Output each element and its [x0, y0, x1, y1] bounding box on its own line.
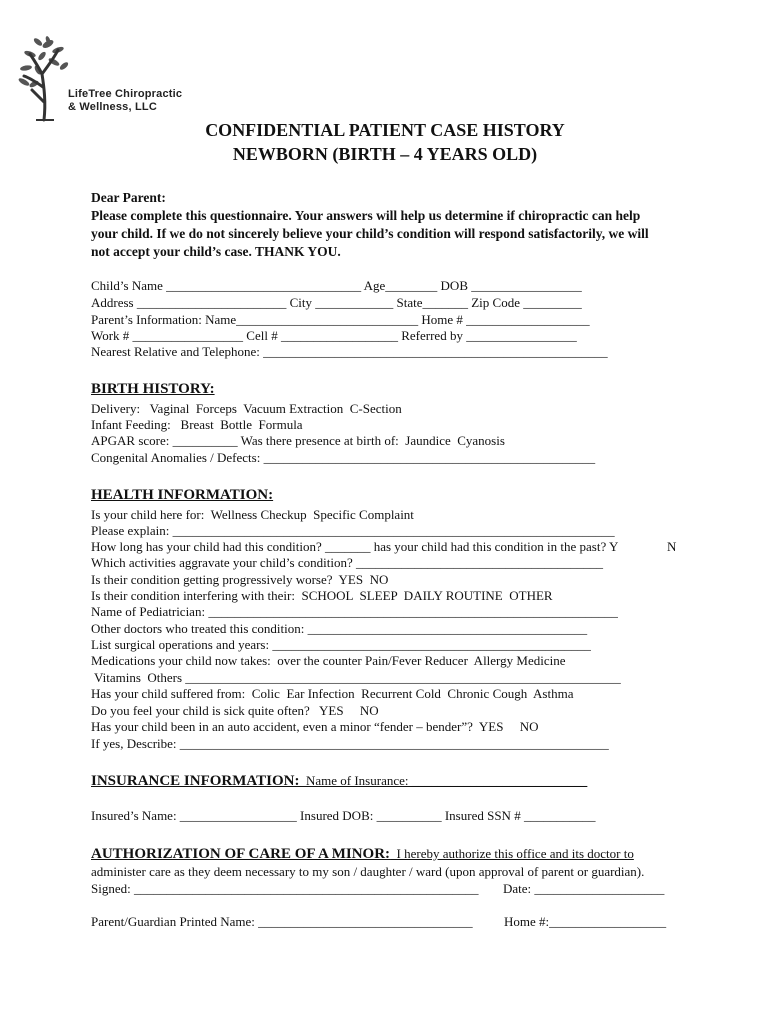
aggravating-activities-row[interactable]: Which activities aggravate your child’s condition? ______________________________________	[91, 555, 603, 570]
health-information-heading: HEALTH INFORMATION:	[91, 487, 274, 503]
intro-line2: your child. If we do not sincerely believe your child’s condition will respond satisfactorily, we will	[91, 226, 649, 241]
other-doctors-row[interactable]: Other doctors who treated this condition: ___________________________________________	[91, 621, 588, 636]
auto-accident-row[interactable]: Has your child been in an auto accident, even a minor “fender – bender”? YES NO	[91, 719, 539, 734]
condition-duration-row[interactable]: How long has your child had this condition? _______ has your child had this condition in the past? Y	[91, 539, 619, 554]
insurance-heading: INSURANCE INFORMATION:	[91, 773, 300, 789]
vitamins-others-row[interactable]: Vitamins Others ___________________________________________________________________	[91, 670, 621, 685]
intro-greeting: Dear Parent:	[91, 190, 166, 205]
insurance-name-field[interactable]: Name of Insurance: ___________________________	[299, 773, 588, 788]
document-title-line2: NEWBORN (BIRTH – 4 YEARS OLD)	[232, 144, 538, 164]
authorization-row	[91, 846, 634, 863]
home-phone-field[interactable]: Home #:__________________	[504, 914, 667, 929]
parent-info-row[interactable]: Parent’s Information: Name____________________________ Home # ___________________	[91, 312, 590, 327]
intro-line1: Please complete this questionnaire. Your answers will help us determine if chiropractic can help	[91, 208, 641, 223]
progressively-worse-row[interactable]: Is their condition getting progressively worse? YES NO	[91, 572, 389, 587]
medications-row[interactable]: Medications your child now takes: over the counter Pain/Fever Reducer Allergy Medicine	[91, 653, 566, 668]
surgical-operations-row[interactable]: List surgical operations and years: _________________________________________________	[91, 637, 591, 652]
nearest-relative-row[interactable]: Nearest Relative and Telephone: _____________________________________________________	[91, 344, 608, 359]
describe-row[interactable]: If yes, Describe: __________________________________________________________________	[91, 736, 609, 751]
logo	[18, 32, 188, 122]
congenital-anomalies-row[interactable]: Congenital Anomalies / Defects: ___________________________________________________	[91, 450, 596, 465]
authorization-text-line2: administer care as they deem necessary to my son / daughter / ward (upon approval of parent or guardian).	[91, 864, 645, 879]
authorization-heading: AUTHORIZATION OF CARE OF A MINOR:	[91, 846, 391, 862]
sick-often-row[interactable]: Do you feel your child is sick quite often? YES NO	[91, 703, 379, 718]
pediatrician-row[interactable]: Name of Pediatrician: _______________________________________________________________	[91, 604, 618, 619]
address-row[interactable]: Address _______________________ City ____________ State_______ Zip Code _________	[91, 295, 582, 310]
interfering-with-row[interactable]: Is their condition interfering with their: SCHOOL SLEEP DAILY ROUTINE OTHER	[91, 588, 553, 603]
logo-name-line2: & Wellness, LLC	[68, 101, 157, 113]
insured-details-row[interactable]: Insured’s Name: __________________ Insured DOB: __________ Insured SSN # ___________	[91, 808, 596, 823]
date-field[interactable]: Date: ____________________	[503, 881, 665, 896]
document-title-line1: CONFIDENTIAL PATIENT CASE HISTORY	[205, 120, 565, 140]
work-cell-row[interactable]: Work # _________________ Cell # __________________ Referred by _________________	[91, 328, 577, 343]
intro-line3: not accept your child’s case. THANK YOU.	[91, 244, 341, 259]
signed-field[interactable]: Signed: _____________________________________________________	[91, 881, 479, 896]
please-explain-row[interactable]: Please explain: ____________________________________________________________________	[91, 523, 615, 538]
suffered-from-row[interactable]: Has your child suffered from: Colic Ear Infection Recurrent Cold Chronic Cough Asthma	[91, 686, 574, 701]
birth-history-heading: BIRTH HISTORY:	[91, 381, 215, 397]
condition-past-no-option[interactable]: N	[667, 539, 677, 554]
visit-reason-row[interactable]: Is your child here for: Wellness Checkup Specific Complaint	[91, 507, 414, 522]
logo-name-line1: LifeTree Chiropractic	[68, 88, 183, 100]
childs-name-row[interactable]: Child’s Name ______________________________ Age________ DOB _________________	[91, 278, 582, 293]
authorization-text-line1: I hereby authorize this office and its doctor to	[390, 846, 634, 861]
printed-name-field[interactable]: Parent/Guardian Printed Name: _________________________________	[91, 914, 473, 929]
apgar-row[interactable]: APGAR score: __________ Was there presence at birth of: Jaundice Cyanosis	[91, 433, 505, 448]
insurance-information-row	[91, 773, 587, 790]
infant-feeding-row[interactable]: Infant Feeding: Breast Bottle Formula	[91, 417, 303, 432]
delivery-row[interactable]: Delivery: Vaginal Forceps Vacuum Extraction C-Section	[91, 401, 402, 416]
